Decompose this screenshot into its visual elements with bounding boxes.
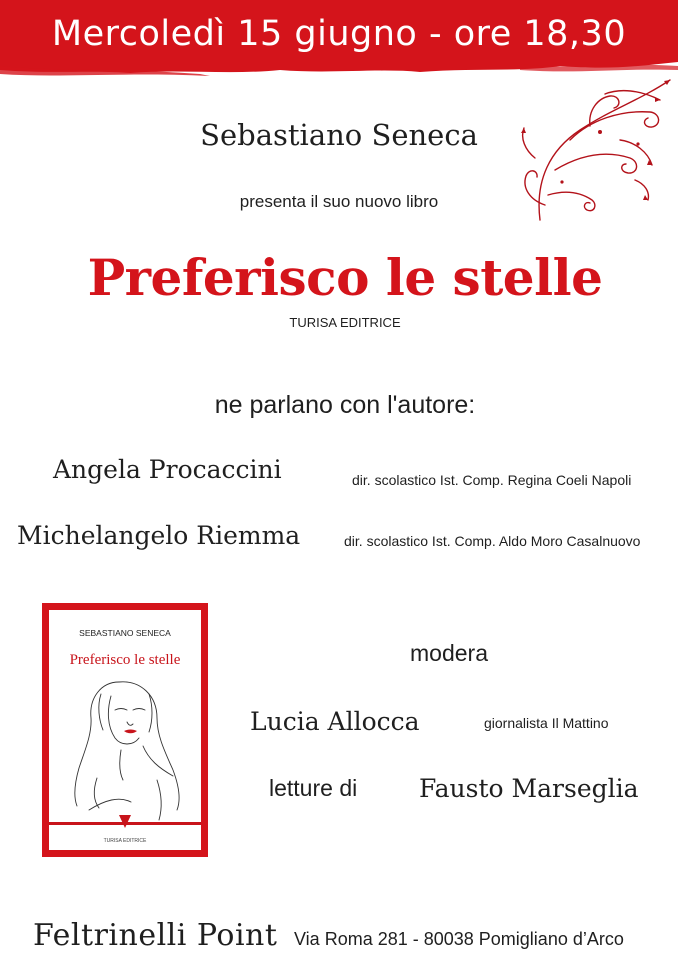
presents-text: presenta il suo nuovo libro <box>239 192 439 211</box>
moderator-label: modera <box>410 640 488 666</box>
speaker-name: Angela Procaccini <box>53 455 282 484</box>
cover-author: SEBASTIANO SENECA <box>79 628 171 638</box>
woman-illustration <box>49 610 201 850</box>
book-title: Preferisco le stelle <box>87 248 603 307</box>
book-cover <box>42 603 208 857</box>
speaker-role: dir. scolastico Ist. Comp. Aldo Moro Casalnuovo <box>344 533 641 549</box>
venue-address: Via Roma 281 - 80038 Pomigliano d’Arco <box>294 929 624 949</box>
event-date-time: Mercoledì 15 giugno - ore 18,30 <box>51 14 627 54</box>
book-cover-page <box>49 610 201 850</box>
author-name: Sebastiano Seneca <box>200 118 478 152</box>
moderator-role: giornalista Il Mattino <box>484 715 609 731</box>
reader-name: Fausto Marseglia <box>419 774 639 803</box>
moderator-name: Lucia Allocca <box>250 707 420 736</box>
speaker-name: Michelangelo Riemma <box>17 521 301 550</box>
venue-name: Feltrinelli Point <box>33 918 278 953</box>
cover-publisher: TURISA EDITRICE <box>103 838 147 844</box>
speaker-role: dir. scolastico Ist. Comp. Regina Coeli Napoli <box>352 472 632 488</box>
publisher-name: TURISA EDITRICE <box>289 315 401 330</box>
date-banner <box>0 0 678 78</box>
speakers-intro: ne parlano con l'autore: <box>214 391 476 419</box>
cover-title: Preferisco le stelle <box>69 652 181 668</box>
readings-label: letture di <box>269 775 358 801</box>
